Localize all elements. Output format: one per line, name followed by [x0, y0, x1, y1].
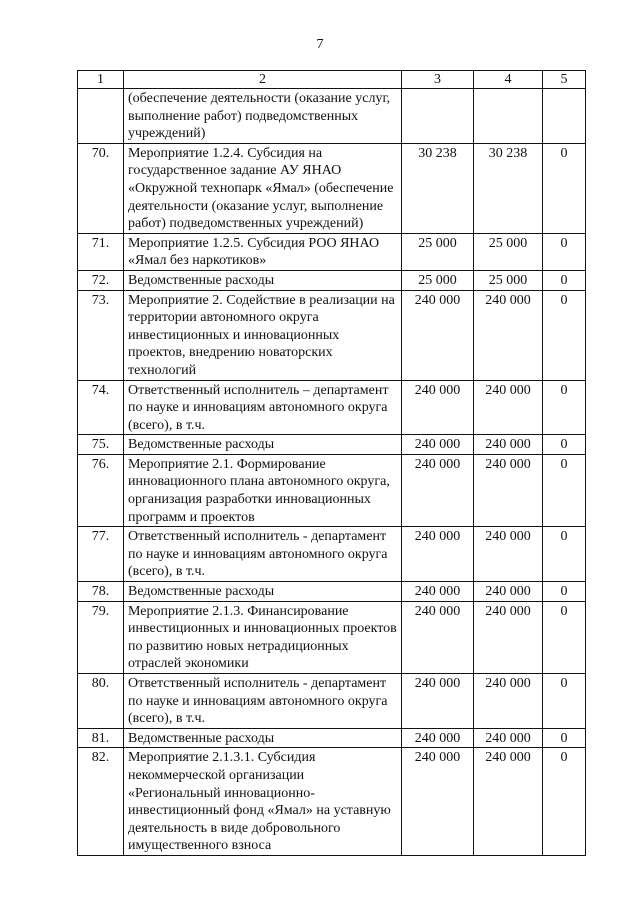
- row-value-col4: 30 238: [474, 143, 543, 233]
- table-row: [78, 527, 586, 582]
- row-value-col3: 25 000: [402, 270, 474, 290]
- table-row: [78, 728, 586, 748]
- row-description: Мероприятие 2.1.3.1. Субсидия некоммерческой организации «Региональный инновационно-инвестиционный фонд «Ямал» на уставную деятельность в виде добровольного имущественного взноса: [124, 748, 402, 856]
- row-value-col5: 0: [543, 454, 586, 526]
- row-value-col4: 240 000: [474, 728, 543, 748]
- row-value-col5: 0: [543, 435, 586, 455]
- row-value-col3: 240 000: [402, 748, 474, 856]
- row-description: Ответственный исполнитель - департамент по науке и инновациям автономного округа (всего), в т.ч.: [124, 527, 402, 582]
- row-value-col3: 240 000: [402, 728, 474, 748]
- row-value-col5: [543, 89, 586, 144]
- row-value-col4: 240 000: [474, 582, 543, 602]
- row-value-col5: 0: [543, 728, 586, 748]
- column-header-1: 1: [78, 71, 124, 89]
- row-value-col5: 0: [543, 748, 586, 856]
- row-value-col3: [402, 89, 474, 144]
- row-number: 76.: [78, 454, 124, 526]
- row-value-col4: 25 000: [474, 270, 543, 290]
- row-value-col3: 240 000: [402, 582, 474, 602]
- row-value-col4: 240 000: [474, 454, 543, 526]
- row-description: Ответственный исполнитель - департамент по науке и инновациям автономного округа (всего), в т.ч.: [124, 674, 402, 729]
- row-value-col4: 240 000: [474, 748, 543, 856]
- row-value-col4: 240 000: [474, 435, 543, 455]
- row-number: 71.: [78, 233, 124, 270]
- row-description: Мероприятие 1.2.4. Субсидия на государственное задание АУ ЯНАО «Окружной технопарк «Ямал» (обеспечение деятельности (оказание услуг, выполнение работ) подведомственных учреждений): [124, 143, 402, 233]
- row-number: 75.: [78, 435, 124, 455]
- row-description: Ведомственные расходы: [124, 728, 402, 748]
- row-number: 81.: [78, 728, 124, 748]
- row-description: Мероприятие 2. Содействие в реализации на территории автономного округа инвестиционных и инновационных проектов, внедрению новаторских технологий: [124, 290, 402, 380]
- table-row: [78, 290, 586, 380]
- row-value-col4: 240 000: [474, 601, 543, 673]
- row-value-col5: 0: [543, 233, 586, 270]
- table-row: [78, 89, 586, 144]
- table-row: [78, 601, 586, 673]
- row-description: Мероприятие 2.1. Формирование инновационного плана автономного округа, организация разработки инновационных программ и проектов: [124, 454, 402, 526]
- row-number: 72.: [78, 270, 124, 290]
- row-description: (обеспечение деятельности (оказание услуг, выполнение работ) подведомственных учреждений): [124, 89, 402, 144]
- row-value-col5: 0: [543, 601, 586, 673]
- row-value-col5: 0: [543, 290, 586, 380]
- row-value-col4: [474, 89, 543, 144]
- table-row: [78, 435, 586, 455]
- row-number: 77.: [78, 527, 124, 582]
- column-header-5: 5: [543, 71, 586, 89]
- row-description: Мероприятие 1.2.5. Субсидия РОО ЯНАО «Ямал без наркотиков»: [124, 233, 402, 270]
- row-value-col3: 25 000: [402, 233, 474, 270]
- row-description: Мероприятие 2.1.3. Финансирование инвестиционных и инновационных проектов по развитию новых нетрадиционных отраслей экономики: [124, 601, 402, 673]
- table-header-row: [78, 71, 586, 89]
- row-number: 73.: [78, 290, 124, 380]
- row-number: 70.: [78, 143, 124, 233]
- row-value-col4: 25 000: [474, 233, 543, 270]
- row-number: 79.: [78, 601, 124, 673]
- row-description: Ведомственные расходы: [124, 435, 402, 455]
- row-number: 82.: [78, 748, 124, 856]
- row-value-col5: 0: [543, 582, 586, 602]
- row-description: Ответственный исполнитель – департамент по науке и инновациям автономного округа (всего), в т.ч.: [124, 380, 402, 435]
- row-value-col5: 0: [543, 143, 586, 233]
- row-description: Ведомственные расходы: [124, 270, 402, 290]
- table-row: [78, 454, 586, 526]
- row-value-col3: 240 000: [402, 527, 474, 582]
- table-row: [78, 674, 586, 729]
- row-value-col5: 0: [543, 270, 586, 290]
- row-value-col3: 240 000: [402, 601, 474, 673]
- row-number: 74.: [78, 380, 124, 435]
- column-header-4: 4: [474, 71, 543, 89]
- table-row: [78, 380, 586, 435]
- row-value-col3: 240 000: [402, 454, 474, 526]
- row-value-col4: 240 000: [474, 527, 543, 582]
- column-header-3: 3: [402, 71, 474, 89]
- row-value-col5: 0: [543, 527, 586, 582]
- row-value-col4: 240 000: [474, 290, 543, 380]
- row-number: [78, 89, 124, 144]
- page-number: 7: [316, 37, 324, 52]
- table-row: [78, 270, 586, 290]
- row-value-col4: 240 000: [474, 674, 543, 729]
- row-value-col3: 30 238: [402, 143, 474, 233]
- row-value-col3: 240 000: [402, 674, 474, 729]
- row-value-col4: 240 000: [474, 380, 543, 435]
- row-value-col3: 240 000: [402, 380, 474, 435]
- budget-table: [77, 70, 586, 856]
- table-row: [78, 143, 586, 233]
- row-value-col3: 240 000: [402, 290, 474, 380]
- row-value-col5: 0: [543, 380, 586, 435]
- row-value-col3: 240 000: [402, 435, 474, 455]
- table-row: [78, 233, 586, 270]
- table-row: [78, 582, 586, 602]
- row-description: Ведомственные расходы: [124, 582, 402, 602]
- row-number: 80.: [78, 674, 124, 729]
- table-row: [78, 748, 586, 856]
- row-number: 78.: [78, 582, 124, 602]
- row-value-col5: 0: [543, 674, 586, 729]
- column-header-2: 2: [124, 71, 402, 89]
